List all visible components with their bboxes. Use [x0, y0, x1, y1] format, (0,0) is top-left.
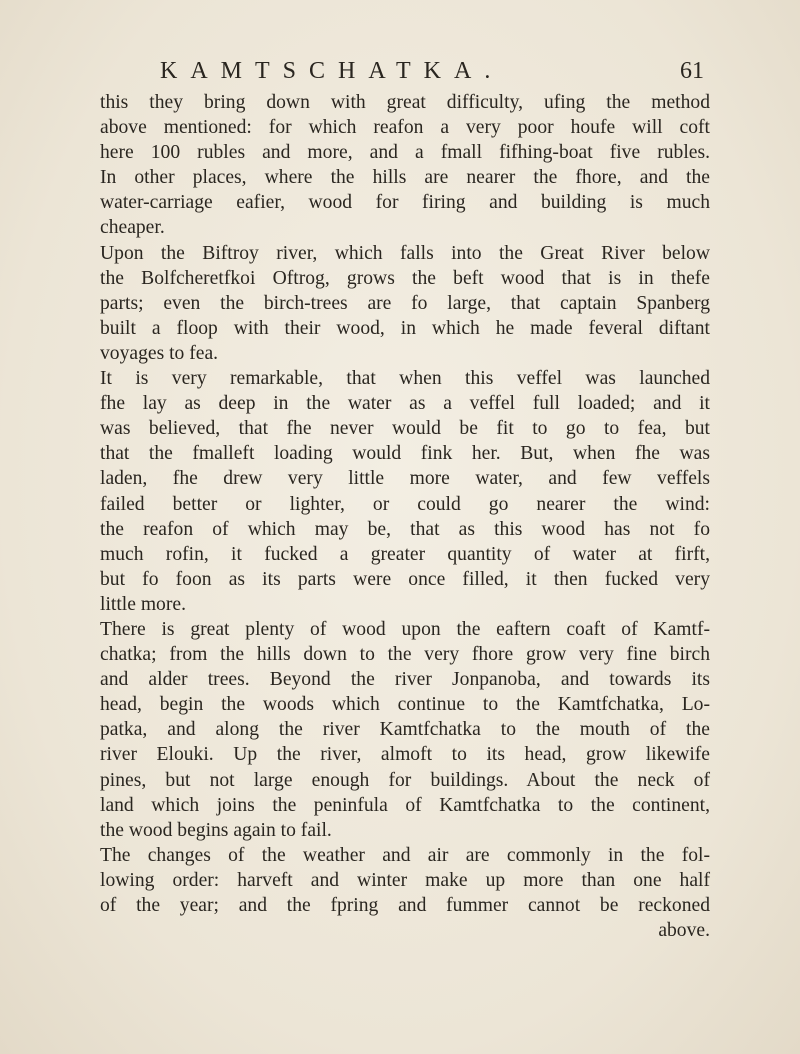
text-line: It is very remarkable, that when this veffel was launched [100, 368, 710, 390]
text-line: the wood begins again to fail. [100, 819, 332, 841]
page-number: 61 [680, 58, 704, 84]
text-line: river Elouki. Up the river, almoft to its head, grow likewife [100, 744, 710, 766]
text-line: of the year; and the fpring and fummer cannot be reckoned [100, 895, 710, 916]
text-line: built a floop with their wood, in which he made feveral diftant [100, 317, 710, 339]
text-line: laden, fhe drew very little more water, and few veffels [100, 468, 710, 490]
text-line: fhe lay as deep in the water as a veffel full loaded; and it [100, 393, 710, 415]
text-line: parts; even the birch-trees are fo large, that captain Spanberg [100, 292, 710, 314]
text-line: this they bring down with great difficulty, ufing the method [100, 92, 710, 113]
running-title: KAMTSCHATKA. [160, 58, 504, 84]
text-line: In other places, where the hills are nearer the fhore, and the [100, 167, 710, 189]
text-line: here 100 rubles and more, and a fmall fifhing-boat five rubles. [100, 142, 710, 164]
text-line: and alder trees. Beyond the river Jonpanoba, and towards its [100, 669, 710, 691]
text-line: head, begin the woods which continue to the Kamtfchatka, Lo- [100, 694, 710, 716]
text-line: above mentioned: for which reafon a very poor houfe will coft [100, 117, 710, 139]
text-line: but fo foon as its parts were once filled, it then fucked very [100, 568, 710, 590]
text-line: that the fmalleft loading would fink her. But, when fhe was [100, 443, 710, 465]
text-line: little more. [100, 593, 186, 615]
text-line: water-carriage eafier, wood for firing and building is much [100, 192, 710, 214]
text-line: Upon the Biftroy river, which falls into the Great River below [100, 242, 710, 264]
text-line: voyages to fea. [100, 342, 219, 364]
text-line: lowing order: harveft and winter make up more than one half [100, 869, 710, 891]
text-line: the reafon of which may be, that as this wood has not fo [100, 518, 710, 540]
text-line: patka, and along the river Kamtfchatka to the mouth of the [100, 719, 710, 741]
text-line: land which joins the peninfula of Kamtfchatka to the continent, [100, 794, 710, 816]
text-line: chatka; from the hills down to the very fhore grow very fine birch [100, 644, 710, 666]
text-line: The changes of the weather and air are commonly in the fol- [100, 844, 710, 866]
text-line: failed better or lighter, or could go nearer the wind: [100, 493, 710, 515]
text-line: There is great plenty of wood upon the eaftern coaft of Kamtf- [100, 618, 710, 640]
body-text [100, 90, 710, 943]
text-line: was believed, that fhe never would be fit to go to fea, but [100, 418, 710, 440]
text-line: pines, but not large enough for buildings. About the neck of [100, 769, 710, 791]
text-line: much rofin, it fucked a greater quantity of water at firft, [100, 543, 710, 565]
text-line: above. [658, 920, 710, 942]
text-line: cheaper. [100, 217, 165, 239]
text-line: the Bolfcheretfkoi Oftrog, grows the beft wood that is in thefe [100, 267, 710, 289]
